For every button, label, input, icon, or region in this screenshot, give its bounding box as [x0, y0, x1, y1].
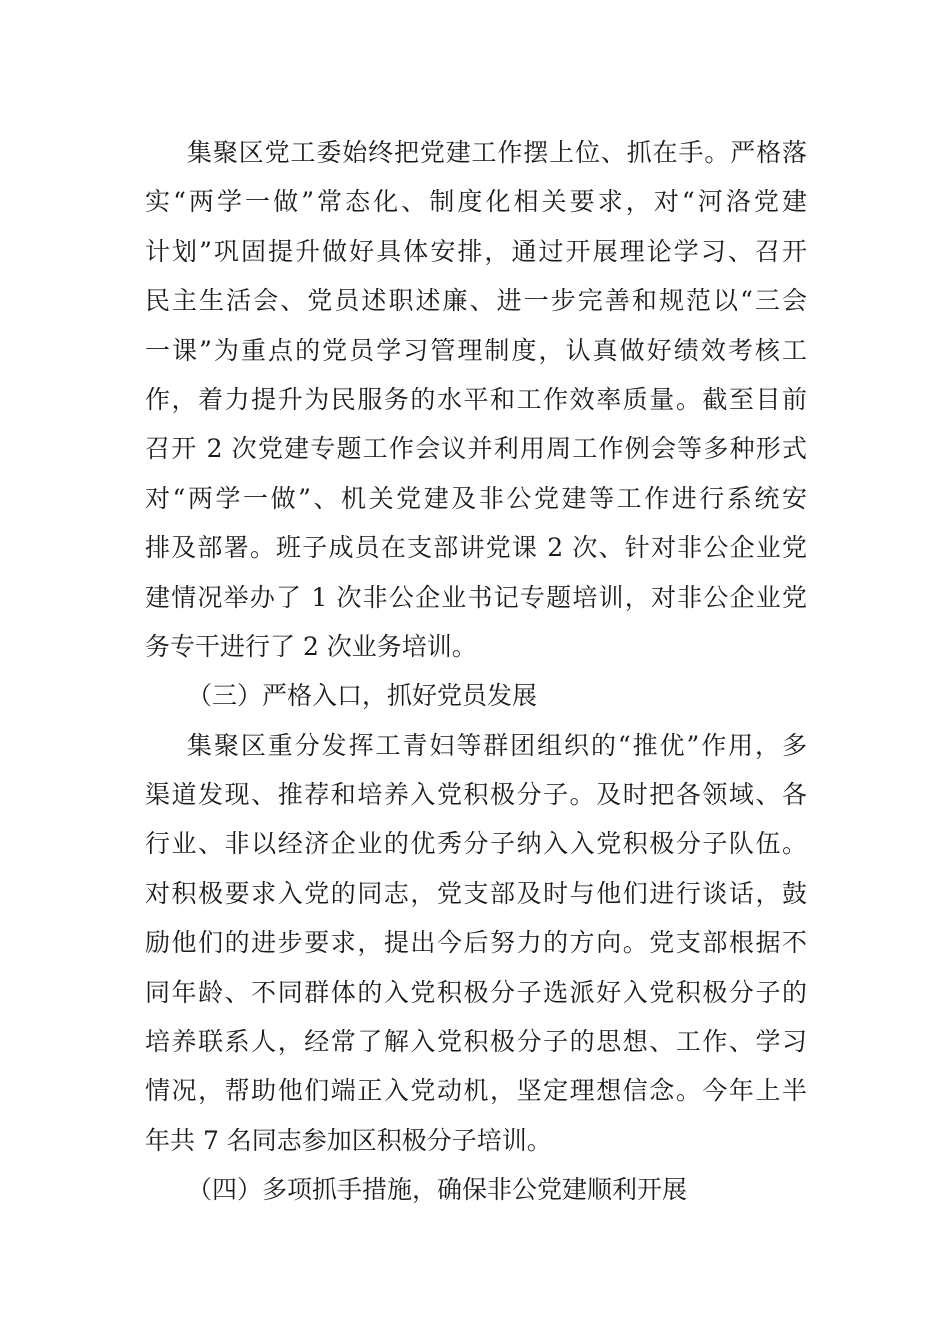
paragraph-line: 集聚区重分发挥工青妇等群团组织的“推优”作用，多 [187, 730, 807, 760]
paragraph-line: 对“两学一做”、机关党建及非公党建等工作进行系统安 [145, 483, 807, 513]
paragraph-line: 行业、非以经济企业的优秀分子纳入入党积极分子队伍。 [145, 829, 807, 859]
paragraph-line: 排及部署。班子成员在支部讲党课 2 次、针对非公企业党 [145, 533, 807, 563]
paragraph-party-building [145, 128, 807, 671]
paragraph-line: 年共 7 名同志参加区积极分子培训。 [145, 1125, 552, 1155]
section-heading-3: （三）严格入口，抓好党员发展 [187, 681, 538, 711]
paragraph-line: 建情况举办了 1 次非公企业书记专题培训，对非公企业党 [145, 582, 807, 612]
document-page [145, 128, 807, 1215]
paragraph-line: 同年龄、不同群体的入党积极分子选派好入党积极分子的 [145, 977, 807, 1007]
paragraph-line: 对积极要求入党的同志，党支部及时与他们进行谈话，鼓 [145, 878, 807, 908]
section-heading-4: （四）多项抓手措施，确保非公党建顺利开展 [187, 1175, 688, 1205]
paragraph-line: 渠道发现、推荐和培养入党积极分子。及时把各领域、各 [145, 780, 807, 810]
paragraph-line: 民主生活会、党员述职述廉、进一步完善和规范以“三会 [145, 286, 807, 316]
paragraph-line: 培养联系人，经常了解入党积极分子的思想、工作、学习 [145, 1027, 807, 1057]
paragraph-line: 计划”巩固提升做好具体安排，通过开展理论学习、召开 [145, 236, 807, 266]
paragraph-line: 务专干进行了 2 次业务培训。 [145, 631, 477, 661]
paragraph-member-development [145, 721, 807, 1166]
paragraph-line: 一课”为重点的党员学习管理制度，认真做好绩效考核工 [145, 335, 807, 365]
paragraph-line: 作，着力提升为民服务的水平和工作效率质量。截至目前 [145, 384, 807, 414]
paragraph-line: 集聚区党工委始终把党建工作摆上位、抓在手。严格落 [187, 138, 807, 167]
paragraph-line: 召开 2 次党建专题工作会议并利用周工作例会等多种形式 [145, 434, 807, 464]
paragraph-line: 励他们的进步要求，提出今后努力的方向。党支部根据不 [145, 928, 807, 958]
paragraph-line: 实“两学一做”常态化、制度化相关要求，对“河洛党建 [145, 187, 807, 217]
paragraph-line: 情况，帮助他们端正入党动机，坚定理想信念。今年上半 [145, 1076, 807, 1106]
